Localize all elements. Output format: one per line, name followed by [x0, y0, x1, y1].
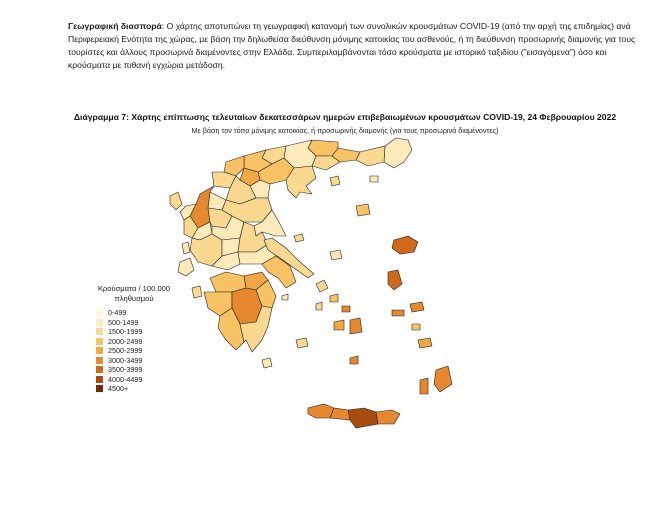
legend-label: 4000-4499: [108, 374, 143, 384]
legend-swatch: [96, 385, 103, 392]
legend-label: 500-1499: [108, 317, 139, 327]
legend-item: [96, 318, 194, 328]
legend-swatch: [96, 357, 103, 364]
region-karpathos: [420, 378, 428, 394]
legend-swatch: [96, 338, 103, 345]
region-achaia: [210, 272, 246, 292]
region-syros: [316, 302, 322, 310]
region-lesvos: [392, 236, 418, 254]
region-samos: [410, 302, 424, 312]
legend-swatch: [96, 366, 103, 373]
chart-title: Διάγραμμα 7: Χάρτης επίπτωσης τελευταίων δεκατεσσάρων ημερών επιβεβαιωμένων κρουσμάτων COVID-19, 24 Φεβρουαρίου 2022: [73, 112, 617, 122]
region-irakleio: [348, 408, 378, 428]
north-aegean-islands: [294, 176, 424, 316]
region-rethymno: [330, 408, 350, 420]
region-mykonos: [342, 306, 350, 312]
legend-swatch: [96, 319, 103, 326]
mainland-regions: [180, 138, 412, 352]
region-lefkada: [182, 242, 190, 254]
intro-lead: Γεωγραφική διασπορά: [68, 21, 162, 31]
region-paros: [334, 320, 344, 330]
legend-title: Κρούσματα / 100.000 πληθυσμού: [97, 284, 171, 303]
legend-item: [96, 327, 194, 337]
legend-label: 2000-2499: [108, 336, 143, 346]
region-milos: [296, 338, 308, 348]
legend-label: 1500-1999: [108, 327, 143, 337]
region-kefallinia: [178, 258, 194, 276]
region-naxos: [350, 318, 362, 334]
map-legend: [84, 284, 194, 394]
aegean-small-islands: [262, 280, 452, 394]
legend-swatch: [96, 347, 103, 354]
region-thasos: [330, 176, 340, 186]
legend-label: 2500-2999: [108, 346, 143, 356]
region-rodopi: [356, 146, 385, 166]
region-chania: [308, 404, 334, 418]
legend-item: [96, 375, 194, 385]
legend-item: [96, 356, 194, 366]
legend-item: [96, 346, 194, 356]
legend-label: 3500-3999: [108, 365, 143, 375]
region-aigina: [282, 294, 288, 300]
legend-label: 3000-3499: [108, 355, 143, 365]
legend-label: 0-499: [108, 308, 127, 318]
region-kos: [418, 338, 432, 348]
region-kerkyra: [170, 192, 182, 210]
region-skyros: [330, 250, 342, 260]
region-limnos: [356, 204, 370, 216]
region-andros: [316, 280, 328, 292]
legend-item: [96, 384, 194, 394]
legend-swatch: [96, 376, 103, 383]
chart-subtitle: Με βάση τον τόπο μόνιμης κατοικίας, ή προσωρινής διαμονής (για τους προσωρινά διαμένοντες): [191, 126, 499, 135]
legend-item: [96, 365, 194, 375]
region-lasithi: [376, 410, 400, 424]
region-kythira: [262, 358, 272, 368]
legend-list: [96, 308, 194, 394]
region-chios: [388, 270, 402, 290]
legend-swatch: [96, 309, 103, 316]
region-santorini: [350, 356, 358, 364]
legend-item: [96, 308, 194, 318]
region-rodos: [434, 366, 452, 392]
region-ikaria: [392, 310, 404, 316]
region-sporades: [294, 234, 304, 242]
legend-label: 4500+: [108, 384, 129, 394]
region-samothraki: [370, 176, 378, 182]
legend-item: [96, 337, 194, 347]
crete-regions: [308, 404, 400, 428]
legend-swatch: [96, 328, 103, 335]
region-kalymnos: [412, 324, 420, 330]
intro-text: : Ο χάρτης αποτυπώνει τη γεωγραφική κατανομή των συνολικών κρουσμάτων COVID-19 (από την αρχή της επιδημίας) ανά Περιφερειακή Ενότητα της χώρας, με βάση την δηλωθείσα διεύθυνση μόνιμης κατοικίας του ασθενούς, ή τη διεύθυνση προσωρινής διαμονής για τους τουρίστες και άλλους προσωρινά διαμένοντες στην Ελλάδα. Συμπεριλαμβάνονται τόσο κρούσματα με ιστορικό ταξιδίου ("εισαγόμενα") όσο και κρούσματα με πιθανή εγχώρια μετάδοση.: [68, 21, 636, 70]
region-tinos: [330, 294, 338, 302]
region-evros: [384, 138, 412, 168]
